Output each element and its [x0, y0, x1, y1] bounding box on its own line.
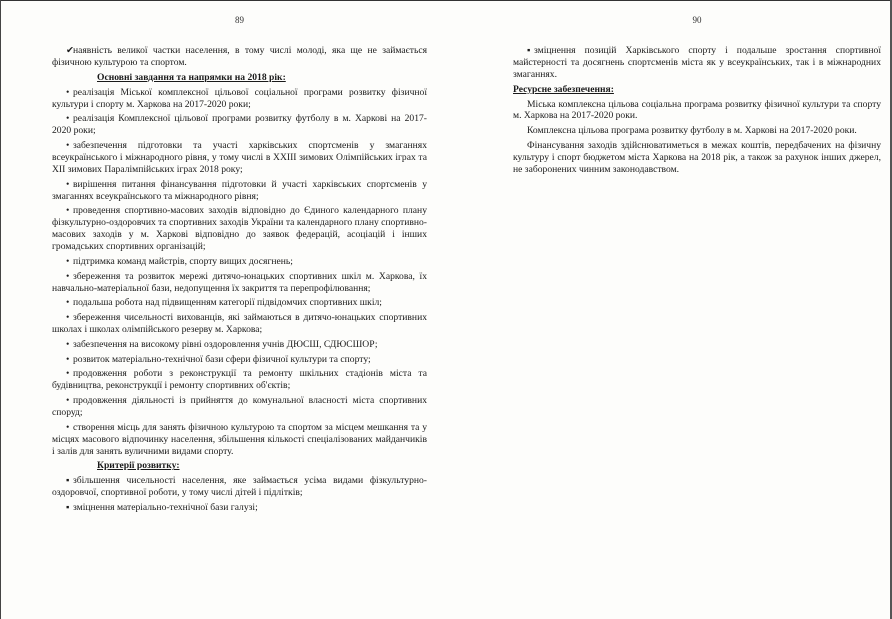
list-item [52, 312, 427, 336]
list-item-text: забезпечення на високому рівні оздоровлення учнів ДЮСШ, СДЮСШОР; [73, 338, 378, 350]
resource-paragraph: Фінансування заходів здійснюватиметься в межах коштів, передбачених на фізичну культуру і спорт бюджетом міста Харкова на 2018 рік, а також за рахунок інших джерел, не заборонених чинним законодавством. [513, 140, 881, 175]
list-item [52, 339, 427, 351]
heading-main-tasks: Основні завдання та напрямки на 2018 рік: [97, 71, 286, 83]
right-page-content [513, 45, 881, 179]
bullet-icon: • [66, 395, 70, 407]
list-item-text: проведення спортивно-масових заходів відповідно до Єдиного календарного плану фізкультурно-оздоровчих та спортивних заходів України та календарного плану спортивно-масових заходів у м. Харкові відповідно до заявок федерацій, асоціацій і інших громадських спортивних організацій; [52, 205, 427, 253]
heading-criteria: Критерії розвитку: [97, 460, 180, 472]
bullet-icon: • [66, 297, 70, 309]
list-item-text: підтримка команд майстрів, спорту вищих досягнень; [73, 255, 293, 267]
list-item-text: реалізація Комплексної цільової програми розвитку футболу в м. Харкові на 2017-2020 роки; [52, 113, 427, 137]
criteria-list [52, 475, 427, 514]
list-item [513, 45, 881, 81]
bullet-icon: • [66, 178, 70, 190]
list-item-text: збереження чисельності вихованців, які займаються в дитячо-юнацьких спортивних школах і школах олімпійського резерву м. Харкова; [52, 312, 427, 336]
bullet-icon: • [66, 338, 70, 350]
list-item [52, 271, 427, 295]
list-item-text: розвиток матеріально-технічної бази сфери фізичної культури та спорту; [73, 353, 371, 365]
left-page [52, 0, 427, 619]
bullet-icon: • [66, 255, 70, 267]
square-bullet-icon: ▪ [66, 502, 70, 514]
list-item [52, 140, 427, 176]
resource-paragraph: Комплексна цільова програма розвитку футболу в м. Харкові на 2017-2020 роки. [527, 125, 857, 137]
list-item-text: збільшення чисельності населення, яке займається усіма видами фізкультурно-оздоровчої, спортивної роботи, у тому числі дітей і підлітків; [52, 475, 427, 499]
bullet-icon: • [66, 368, 70, 380]
bullet-icon: • [66, 421, 70, 433]
intro-text: наявність великої частки населення, в тому числі молоді, яка ще не займається фізичною культурою та спортом. [52, 45, 427, 68]
heading-resources: Ресурсне забезпечення: [513, 83, 614, 95]
list-item [52, 113, 427, 137]
list-item [52, 395, 427, 419]
resources-list [513, 99, 881, 176]
list-item [52, 368, 427, 392]
list-item-text: створення місць для занять фізичною культурою та спортом за місцем мешкання та у місцях масового відпочинку населення, збільшення кількості спеціалізованих майданчиків і залів для занять вуличними видами спорту. [52, 421, 427, 457]
list-item-text: зміцнення позицій Харківського спорту і подальше зростання спортивної майстерності та досягнень спортсменів міста як у всеукраїнських, так і в міжнародних змаганнях. [513, 45, 881, 80]
list-item [52, 256, 427, 268]
list-item [52, 422, 427, 458]
list-item [52, 354, 427, 366]
square-bullet-icon: ▪ [66, 475, 70, 487]
list-item-text: забезпечення підготовки та участі харківських спортсменів у змаганнях всеукраїнського і міжнародного рівня, у тому числі в XXIII зимових Олімпійських іграх та XII зимових Паралімпійських іграх 2018 року; [52, 140, 427, 175]
right-page [513, 0, 881, 619]
list-item-text: зміцнення матеріально-технічної бази галузі; [73, 502, 258, 514]
square-bullet-icon: ▪ [527, 45, 531, 56]
list-item [52, 475, 427, 499]
check-mark-icon: ✔ [66, 45, 75, 56]
bullet-icon: • [66, 205, 70, 217]
bullet-icon: • [66, 270, 70, 282]
list-item [52, 502, 427, 514]
list-item-text: продовження роботи з реконструкції та ремонту шкільних стадіонів міста та будівництва, реконструкції і ремонту спортивних об'єктів; [52, 368, 427, 392]
list-item-text: подальша робота над підвищенням категорії підвідомчих спортивних шкіл; [73, 297, 382, 309]
list-item-text: вирішення питання фінансування підготовки й участі харківських спортсменів у змаганнях всеукраїнського та міжнародного рівня; [52, 178, 427, 202]
page-number-right: 90 [692, 15, 702, 25]
bullet-icon: • [66, 353, 70, 365]
list-item-text: продовження діяльності із прийняття до комунальної власності міста спортивних споруд; [52, 395, 427, 419]
bullet-icon: • [66, 140, 70, 152]
resource-paragraph: Міська комплексна цільова соціальна програма розвитку фізичної культури та спорту м. Харкова на 2017-2020 роки. [513, 98, 881, 122]
scan-edge-left [0, 0, 1, 619]
list-item-text: збереження та розвиток мережі дитячо-юнацьких спортивних шкіл м. Харкова, їх навчально-матеріальної бази, недопущення їх закриття та перепрофілювання; [52, 270, 427, 294]
list-item [52, 297, 427, 309]
list-item [52, 205, 427, 253]
bullet-icon: • [66, 312, 70, 324]
list-item-text: реалізація Міської комплексної цільової соціальної програми розвитку фізичної культури і спорту м. Харкова на 2017-2020 роки; [52, 86, 427, 110]
page-number-left: 89 [235, 15, 244, 25]
bullet-icon: • [66, 86, 70, 98]
bullet-icon: • [66, 113, 70, 125]
list-item [52, 179, 427, 203]
list-item [52, 87, 427, 111]
left-page-content [52, 45, 427, 517]
tasks-list [52, 87, 427, 458]
intro-paragraph [52, 45, 427, 69]
